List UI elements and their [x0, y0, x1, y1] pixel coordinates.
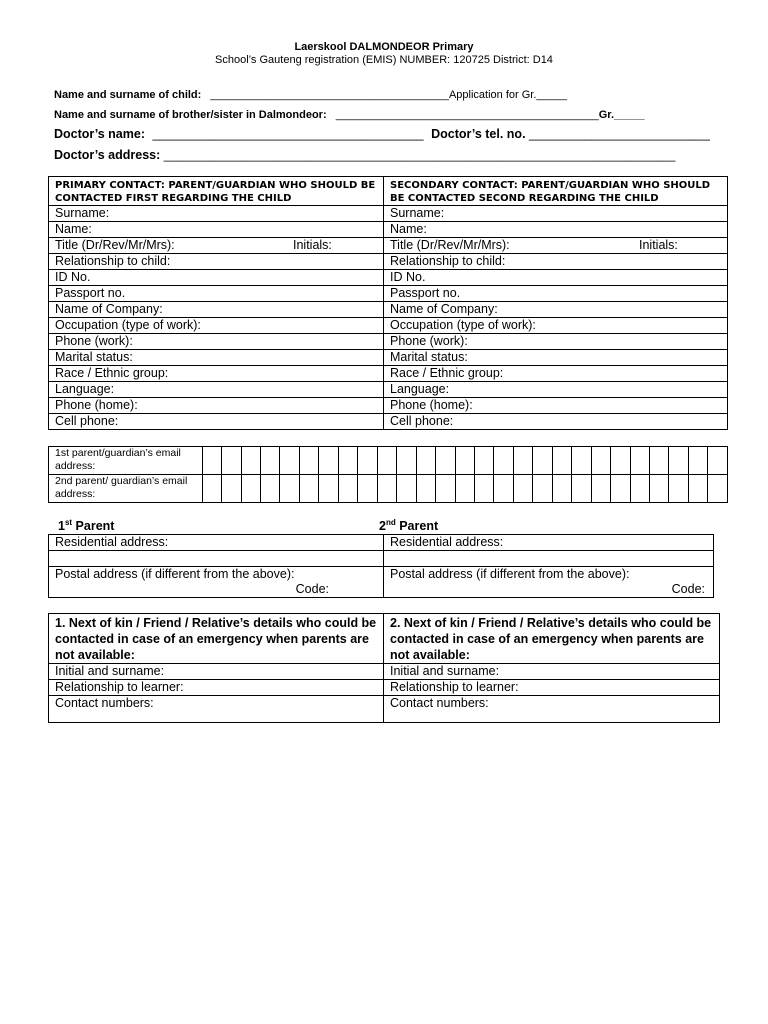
email-char-box[interactable]: [260, 475, 279, 503]
second-email-label: 2nd parent/ guardian’s email address:: [49, 475, 203, 503]
contact-row: [49, 286, 728, 302]
email-char-box[interactable]: [474, 475, 493, 503]
email-char-box[interactable]: [377, 447, 396, 475]
email-char-box[interactable]: [474, 447, 493, 475]
email-char-box[interactable]: [436, 475, 455, 503]
secondary-initials-label: Initials:: [639, 238, 678, 252]
secondary-contact-label: Race / Ethnic group:: [390, 366, 504, 380]
first-residential-extra[interactable]: [49, 551, 384, 567]
primary-contact-label: Marital status:: [55, 350, 133, 364]
email-char-box[interactable]: [299, 447, 318, 475]
email-char-box[interactable]: [572, 475, 591, 503]
email-char-box[interactable]: [552, 475, 571, 503]
primary-contact-field[interactable]: [49, 254, 384, 270]
email-char-box[interactable]: [708, 475, 728, 503]
primary-contact-field[interactable]: [49, 286, 384, 302]
secondary-contact-field[interactable]: [384, 366, 728, 382]
second-residential-label[interactable]: Residential address:: [384, 535, 714, 551]
kin-table: [48, 613, 720, 723]
contact-row: [49, 206, 728, 222]
sibling-grade-field[interactable]: Gr._____: [598, 109, 645, 121]
secondary-contact-label: Occupation (type of work):: [390, 318, 536, 332]
child-name-field[interactable]: _______________________________________: [210, 89, 449, 101]
contact-row: [49, 254, 728, 270]
secondary-contact-label: Cell phone:: [390, 414, 454, 428]
second-postal-label: Postal address (if different from the above):: [390, 567, 630, 581]
first-postal-label: Postal address (if different from the above):: [55, 567, 295, 581]
secondary-contact-field[interactable]: [384, 414, 728, 430]
secondary-contact-label: Title (Dr/Rev/Mr/Mrs):: [390, 238, 510, 252]
secondary-contact-field[interactable]: [384, 302, 728, 318]
first-kin-header: 1. Next of kin / Friend / Relative’s details who could be contacted in case of an emergency when parents are not available:: [49, 614, 384, 664]
email-char-box[interactable]: [455, 447, 474, 475]
primary-contact-label: Surname:: [55, 206, 110, 220]
email-char-box[interactable]: [688, 475, 707, 503]
primary-contact-field[interactable]: [49, 334, 384, 350]
child-name-row: [54, 89, 567, 101]
email-char-box[interactable]: [280, 447, 299, 475]
email-char-box[interactable]: [241, 475, 260, 503]
secondary-contact-label: Passport no.: [390, 286, 461, 300]
email-char-box[interactable]: [611, 475, 630, 503]
first-kin-name[interactable]: Initial and surname:: [49, 664, 384, 680]
email-char-box[interactable]: [572, 447, 591, 475]
secondary-contact-field[interactable]: [384, 254, 728, 270]
doctor-tel-field[interactable]: __________________________: [529, 127, 710, 141]
secondary-contact-field[interactable]: [384, 382, 728, 398]
doctor-address-label: Doctor’s address:: [54, 148, 161, 162]
primary-contact-label: Title (Dr/Rev/Mr/Mrs):: [55, 238, 175, 252]
contacts-table: [48, 176, 728, 430]
contact-row: [49, 318, 728, 334]
email-char-box[interactable]: [650, 475, 669, 503]
sibling-name-field[interactable]: ___________________________________________: [335, 109, 599, 121]
email-char-box[interactable]: [358, 475, 377, 503]
first-code-label: Code:: [295, 582, 329, 596]
first-residential-label[interactable]: Residential address:: [49, 535, 384, 551]
contact-row: [49, 366, 728, 382]
application-grade-field[interactable]: Application for Gr._____: [448, 89, 567, 101]
email-char-box[interactable]: [669, 475, 688, 503]
primary-initials-label: Initials:: [293, 238, 332, 252]
first-kin-contact[interactable]: Contact numbers:: [49, 696, 384, 723]
email-char-box[interactable]: [416, 447, 435, 475]
email-char-box[interactable]: [533, 475, 552, 503]
doctor-tel-label: Doctor’s tel. no.: [431, 127, 526, 141]
primary-contact-label: Cell phone:: [55, 414, 119, 428]
contact-row: [49, 302, 728, 318]
registration-line: School’s Gauteng registration (EMIS) NUMBER: 120725 District: D14: [215, 54, 553, 66]
email-table: [48, 446, 728, 503]
contact-row: [49, 270, 728, 286]
secondary-contact-label: ID No.: [390, 270, 426, 284]
second-parent-heading: 2nd Parent: [379, 518, 439, 534]
primary-contact-label: Name:: [55, 222, 92, 236]
address-table: [48, 534, 714, 598]
primary-contact-field[interactable]: [49, 350, 384, 366]
email-char-box[interactable]: [494, 447, 513, 475]
email-char-box[interactable]: [319, 447, 338, 475]
primary-contact-label: Occupation (type of work):: [55, 318, 201, 332]
primary-contact-field[interactable]: [49, 206, 384, 222]
contact-row: [49, 398, 728, 414]
secondary-contact-field[interactable]: [384, 238, 728, 254]
secondary-contact-label: Phone (home):: [390, 398, 473, 412]
primary-contact-label: ID No.: [55, 270, 91, 284]
contact-row: [49, 238, 728, 254]
secondary-contact-field[interactable]: [384, 270, 728, 286]
secondary-contact-label: Relationship to child:: [390, 254, 506, 268]
second-kin-name[interactable]: Initial and surname:: [384, 664, 720, 680]
email-char-box[interactable]: [650, 447, 669, 475]
email-char-box[interactable]: [260, 447, 279, 475]
email-char-box[interactable]: [202, 447, 221, 475]
email-char-box[interactable]: [299, 475, 318, 503]
doctor-name-field[interactable]: _______________________________________: [152, 127, 424, 141]
email-char-box[interactable]: [669, 447, 688, 475]
secondary-contact-label: Name:: [390, 222, 427, 236]
email-char-box[interactable]: [338, 447, 357, 475]
second-kin-relationship[interactable]: Relationship to learner:: [384, 680, 720, 696]
second-kin-contact[interactable]: Contact numbers:: [384, 696, 720, 723]
secondary-contact-field[interactable]: [384, 334, 728, 350]
email-char-box[interactable]: [222, 447, 241, 475]
secondary-contact-field[interactable]: [384, 398, 728, 414]
primary-contact-field[interactable]: [49, 414, 384, 430]
second-code-label: Code:: [671, 582, 705, 596]
primary-contact-label: Phone (home):: [55, 398, 138, 412]
child-name-label: Name and surname of child:: [54, 89, 202, 101]
first-kin-relationship[interactable]: Relationship to learner:: [49, 680, 384, 696]
email-char-box[interactable]: [591, 475, 610, 503]
email-char-box[interactable]: [202, 475, 221, 503]
primary-contact-field[interactable]: [49, 366, 384, 382]
email-char-box[interactable]: [222, 475, 241, 503]
email-char-box[interactable]: [455, 475, 474, 503]
email-char-box[interactable]: [591, 447, 610, 475]
secondary-contact-label: Name of Company:: [390, 302, 498, 316]
email-char-box[interactable]: [533, 447, 552, 475]
secondary-contact-label: Phone (work):: [390, 334, 468, 348]
email-char-box[interactable]: [358, 447, 377, 475]
second-kin-header: 2. Next of kin / Friend / Relative’s details who could be contacted in case of an emergency when parents are not available:: [384, 614, 720, 664]
email-char-box[interactable]: [630, 447, 649, 475]
primary-contact-label: Language:: [55, 382, 115, 396]
email-char-box[interactable]: [377, 475, 396, 503]
first-parent-heading: 1st Parent: [58, 518, 115, 534]
primary-contact-header: PRIMARY CONTACT: PARENT/GUARDIAN WHO SHOULD BE CONTACTED FIRST REGARDING THE CHILD: [49, 177, 384, 206]
email-char-box[interactable]: [611, 447, 630, 475]
primary-contact-field[interactable]: [49, 270, 384, 286]
email-char-box[interactable]: [494, 475, 513, 503]
email-char-box[interactable]: [397, 475, 416, 503]
doctor-address-field[interactable]: ________________________________________________________________________________: [163, 150, 676, 162]
email-char-box[interactable]: [630, 475, 649, 503]
email-char-box[interactable]: [416, 475, 435, 503]
doctor-row: [54, 127, 710, 141]
secondary-contact-label: Surname:: [390, 206, 445, 220]
contact-row: [49, 350, 728, 366]
primary-contact-field[interactable]: [49, 222, 384, 238]
secondary-contact-field[interactable]: [384, 350, 728, 366]
secondary-contact-label: Marital status:: [390, 350, 468, 364]
primary-contact-label: Race / Ethnic group:: [55, 366, 169, 380]
secondary-contact-header: SECONDARY CONTACT: PARENT/GUARDIAN WHO SHOULD BE CONTACTED SECOND REGARDING THE CHILD: [384, 177, 728, 206]
primary-contact-field[interactable]: [49, 238, 384, 254]
email-char-box[interactable]: [436, 447, 455, 475]
contact-row: [49, 222, 728, 238]
email-char-box[interactable]: [280, 475, 299, 503]
email-char-box[interactable]: [241, 447, 260, 475]
contact-row: [49, 414, 728, 430]
second-residential-extra[interactable]: [384, 551, 714, 567]
primary-contact-field[interactable]: [49, 302, 384, 318]
email-char-box[interactable]: [688, 447, 707, 475]
primary-contact-label: Name of Company:: [55, 302, 163, 316]
email-char-box[interactable]: [552, 447, 571, 475]
primary-contact-label: Passport no.: [55, 286, 126, 300]
school-name: Laerskool DALMONDEOR Primary: [294, 41, 474, 53]
primary-contact-label: Phone (work):: [55, 334, 133, 348]
primary-contact-label: Relationship to child:: [55, 254, 171, 268]
first-postal-cell[interactable]: [49, 567, 384, 598]
contact-row: [49, 382, 728, 398]
email-char-box[interactable]: [513, 475, 532, 503]
email-char-box[interactable]: [397, 447, 416, 475]
sibling-label: Name and surname of brother/sister in Dalmondeor:: [54, 109, 327, 121]
secondary-contact-field[interactable]: [384, 206, 728, 222]
primary-contact-field[interactable]: [49, 382, 384, 398]
email-char-box[interactable]: [513, 447, 532, 475]
email-char-box[interactable]: [319, 475, 338, 503]
primary-contact-field[interactable]: [49, 398, 384, 414]
contact-row: [49, 334, 728, 350]
secondary-contact-field[interactable]: [384, 222, 728, 238]
secondary-contact-label: Language:: [390, 382, 450, 396]
second-postal-cell[interactable]: [384, 567, 714, 598]
doctor-name-label: Doctor’s name:: [54, 127, 145, 141]
secondary-contact-field[interactable]: [384, 318, 728, 334]
secondary-contact-field[interactable]: [384, 286, 728, 302]
doctor-address-row: [54, 148, 675, 162]
email-char-box[interactable]: [708, 447, 728, 475]
primary-contact-field[interactable]: [49, 318, 384, 334]
email-char-box[interactable]: [338, 475, 357, 503]
first-email-label: 1st parent/guardian’s email address:: [49, 447, 203, 475]
sibling-row: [54, 109, 645, 121]
